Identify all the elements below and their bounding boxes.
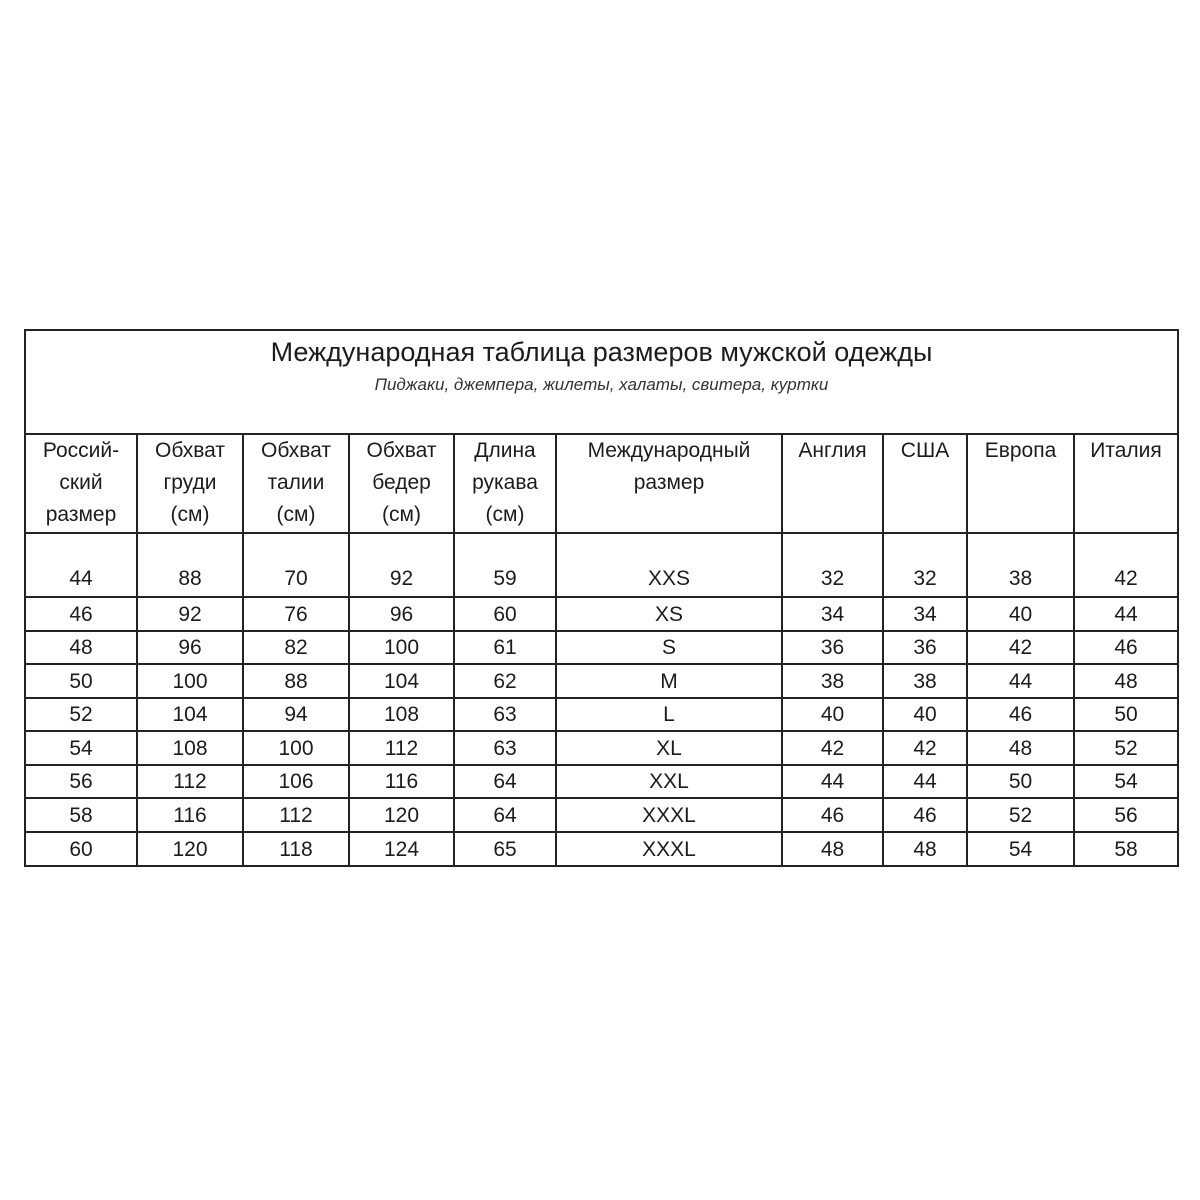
cell-europe: 50 <box>967 765 1074 799</box>
cell-waist-girth: 100 <box>243 731 349 765</box>
cell-england: 48 <box>782 832 883 866</box>
header-line: США <box>900 439 950 462</box>
header-line: Англия <box>798 439 867 462</box>
table-row <box>26 533 1177 597</box>
header-international-size <box>556 435 782 533</box>
header-line: рукава <box>472 471 538 494</box>
size-chart <box>24 329 1179 867</box>
header-waist-girth <box>243 435 349 533</box>
cell-europe: 40 <box>967 597 1074 631</box>
cell-europe: 54 <box>967 832 1074 866</box>
cell-chest-girth: 100 <box>137 664 243 698</box>
cell-usa: 40 <box>883 698 967 732</box>
cell-international-size: XS <box>556 597 782 631</box>
cell-chest-girth: 88 <box>137 533 243 597</box>
table-row <box>26 698 1177 732</box>
cell-chest-girth: 120 <box>137 832 243 866</box>
header-line: Обхват <box>261 439 331 462</box>
header-line: ский <box>59 471 103 494</box>
cell-usa: 42 <box>883 731 967 765</box>
header-italy <box>1074 435 1177 533</box>
cell-chest-girth: 116 <box>137 798 243 832</box>
header-russian-size <box>26 435 137 533</box>
cell-england: 42 <box>782 731 883 765</box>
cell-sleeve-length: 62 <box>454 664 556 698</box>
cell-usa: 38 <box>883 664 967 698</box>
cell-sleeve-length: 60 <box>454 597 556 631</box>
cell-italy: 46 <box>1074 631 1177 665</box>
cell-europe: 52 <box>967 798 1074 832</box>
header-line: Обхват <box>366 439 437 462</box>
cell-chest-girth: 104 <box>137 698 243 732</box>
chart-title: Международная таблица размеров мужской одежды <box>270 337 933 367</box>
header-line: Европа <box>984 439 1057 462</box>
cell-usa: 46 <box>883 798 967 832</box>
header-line: (см) <box>276 503 316 526</box>
cell-italy: 58 <box>1074 832 1177 866</box>
cell-international-size: S <box>556 631 782 665</box>
cell-russian-size: 44 <box>26 533 137 597</box>
cell-england: 46 <box>782 798 883 832</box>
cell-europe: 42 <box>967 631 1074 665</box>
cell-russian-size: 58 <box>26 798 137 832</box>
table-row <box>26 798 1177 832</box>
cell-waist-girth: 118 <box>243 832 349 866</box>
cell-hip-girth: 112 <box>349 731 454 765</box>
cell-italy: 50 <box>1074 698 1177 732</box>
table-body <box>26 533 1177 865</box>
cell-hip-girth: 116 <box>349 765 454 799</box>
header-sleeve-length <box>454 435 556 533</box>
cell-italy: 42 <box>1074 533 1177 597</box>
cell-international-size: XL <box>556 731 782 765</box>
chart-subtitle: Пиджаки, джемпера, жилеты, халаты, свитера, куртки <box>374 375 829 394</box>
cell-waist-girth: 106 <box>243 765 349 799</box>
cell-international-size: XXXL <box>556 798 782 832</box>
cell-sleeve-length: 61 <box>454 631 556 665</box>
table-row <box>26 631 1177 665</box>
header-line: размер <box>45 503 117 526</box>
header-europe <box>967 435 1074 533</box>
cell-europe: 46 <box>967 698 1074 732</box>
cell-waist-girth: 70 <box>243 533 349 597</box>
cell-sleeve-length: 63 <box>454 698 556 732</box>
cell-europe: 48 <box>967 731 1074 765</box>
cell-chest-girth: 96 <box>137 631 243 665</box>
cell-hip-girth: 108 <box>349 698 454 732</box>
cell-europe: 44 <box>967 664 1074 698</box>
cell-chest-girth: 92 <box>137 597 243 631</box>
cell-usa: 36 <box>883 631 967 665</box>
cell-chest-girth: 108 <box>137 731 243 765</box>
cell-england: 34 <box>782 597 883 631</box>
header-line: Россий- <box>42 439 120 462</box>
cell-europe: 38 <box>967 533 1074 597</box>
header-hip-girth <box>349 435 454 533</box>
cell-russian-size: 54 <box>26 731 137 765</box>
cell-usa: 32 <box>883 533 967 597</box>
cell-england: 32 <box>782 533 883 597</box>
cell-hip-girth: 120 <box>349 798 454 832</box>
cell-italy: 44 <box>1074 597 1177 631</box>
header-england <box>782 435 883 533</box>
cell-international-size: L <box>556 698 782 732</box>
cell-russian-size: 46 <box>26 597 137 631</box>
cell-waist-girth: 112 <box>243 798 349 832</box>
cell-usa: 34 <box>883 597 967 631</box>
cell-hip-girth: 104 <box>349 664 454 698</box>
cell-italy: 54 <box>1074 765 1177 799</box>
header-line: талии <box>267 471 325 494</box>
table-row <box>26 832 1177 866</box>
cell-sleeve-length: 63 <box>454 731 556 765</box>
cell-waist-girth: 88 <box>243 664 349 698</box>
header-row <box>26 435 1177 533</box>
cell-hip-girth: 96 <box>349 597 454 631</box>
cell-waist-girth: 76 <box>243 597 349 631</box>
cell-sleeve-length: 65 <box>454 832 556 866</box>
cell-international-size: XXS <box>556 533 782 597</box>
cell-england: 36 <box>782 631 883 665</box>
header-line: Международный <box>587 439 751 462</box>
cell-russian-size: 60 <box>26 832 137 866</box>
cell-russian-size: 50 <box>26 664 137 698</box>
size-table <box>26 435 1177 865</box>
cell-russian-size: 48 <box>26 631 137 665</box>
header-line: Длина <box>474 439 536 462</box>
header-line: бедер <box>372 471 431 494</box>
header-line: (см) <box>170 503 210 526</box>
cell-england: 40 <box>782 698 883 732</box>
cell-international-size: XXXL <box>556 832 782 866</box>
header-line: груди <box>163 471 217 494</box>
header-line: (см) <box>382 503 421 526</box>
header-line: Италия <box>1090 439 1162 462</box>
cell-england: 38 <box>782 664 883 698</box>
cell-hip-girth: 100 <box>349 631 454 665</box>
cell-hip-girth: 124 <box>349 832 454 866</box>
cell-chest-girth: 112 <box>137 765 243 799</box>
table-row <box>26 765 1177 799</box>
header-line: размер <box>633 471 705 494</box>
title-block <box>26 331 1177 435</box>
cell-waist-girth: 82 <box>243 631 349 665</box>
header-line: Обхват <box>155 439 225 462</box>
cell-italy: 52 <box>1074 731 1177 765</box>
cell-sleeve-length: 64 <box>454 765 556 799</box>
cell-international-size: M <box>556 664 782 698</box>
cell-italy: 48 <box>1074 664 1177 698</box>
cell-usa: 48 <box>883 832 967 866</box>
cell-russian-size: 56 <box>26 765 137 799</box>
cell-waist-girth: 94 <box>243 698 349 732</box>
cell-hip-girth: 92 <box>349 533 454 597</box>
cell-usa: 44 <box>883 765 967 799</box>
table-row <box>26 597 1177 631</box>
cell-russian-size: 52 <box>26 698 137 732</box>
cell-italy: 56 <box>1074 798 1177 832</box>
cell-sleeve-length: 64 <box>454 798 556 832</box>
cell-sleeve-length: 59 <box>454 533 556 597</box>
header-usa <box>883 435 967 533</box>
cell-england: 44 <box>782 765 883 799</box>
table-row <box>26 731 1177 765</box>
header-line: (см) <box>485 503 525 526</box>
header-chest-girth <box>137 435 243 533</box>
cell-international-size: XXL <box>556 765 782 799</box>
table-row <box>26 664 1177 698</box>
